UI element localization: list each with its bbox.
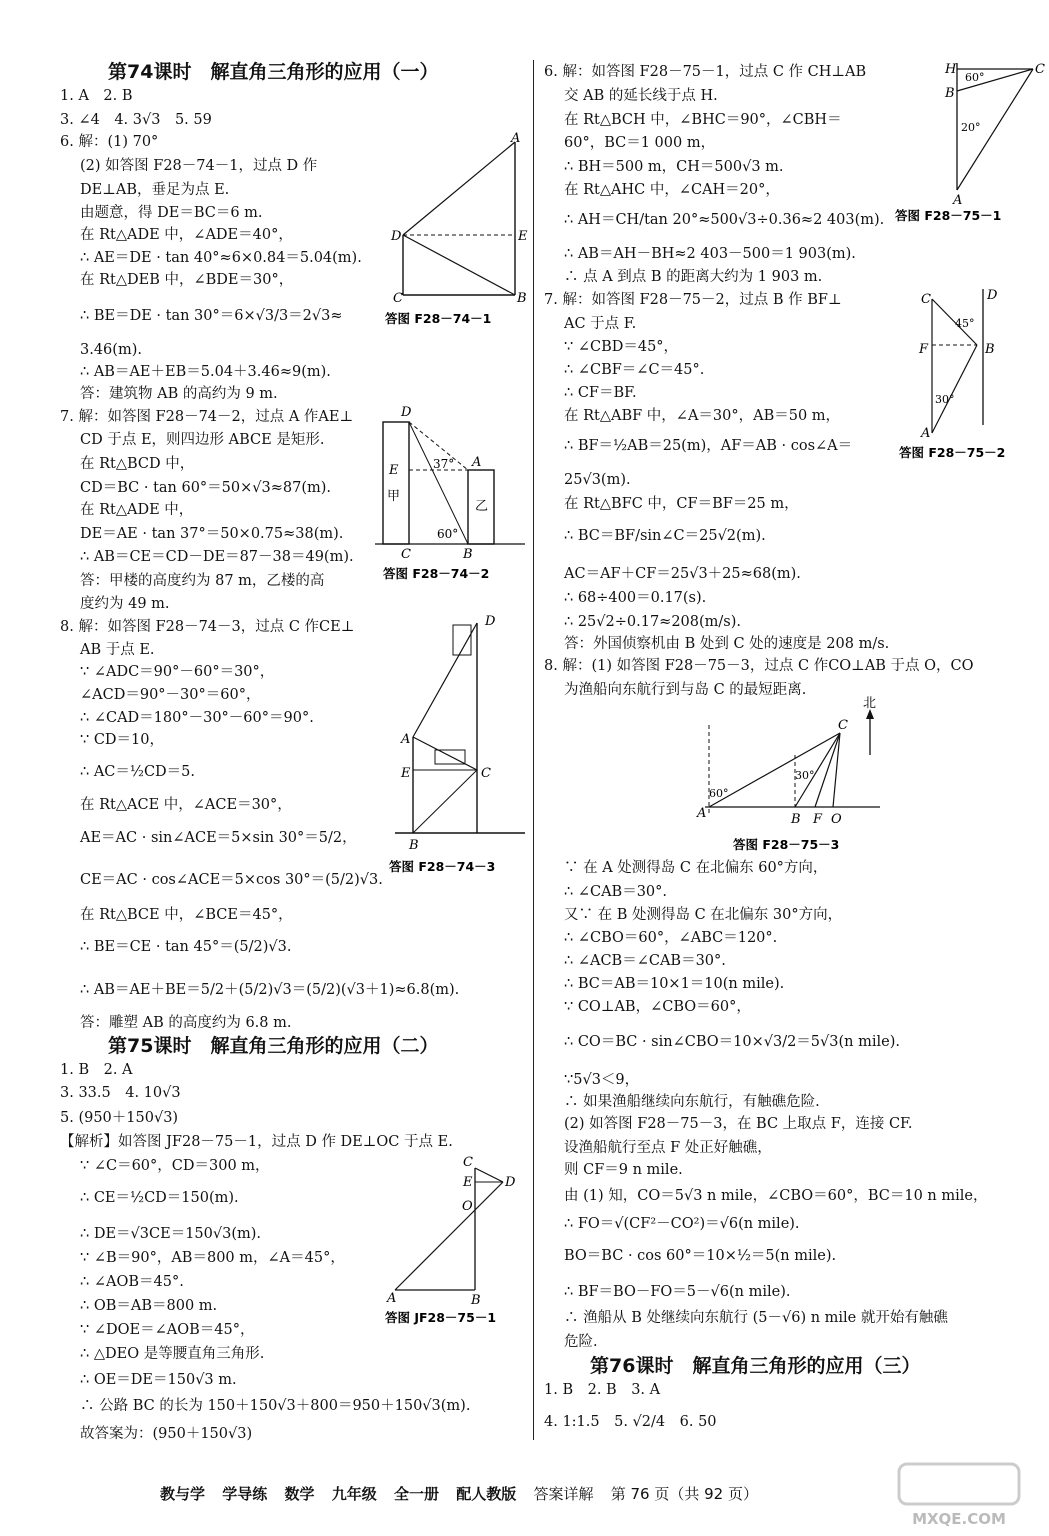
right-text-line: 在 Rt△BCH 中，∠BHC＝90°，∠CBH＝ — [564, 112, 842, 128]
label-c: C — [401, 547, 411, 562]
label-angle-45: 45° — [955, 317, 975, 330]
left-text-line: ∴ BE＝DE · tan 30°＝6×√3/3＝2√3≈ — [80, 308, 343, 324]
watermark-drawing — [889, 1460, 1029, 1530]
label-angle-30: 30° — [935, 393, 955, 406]
footer-subject: 数学 — [284, 1485, 315, 1503]
label-north: 北 — [863, 696, 877, 711]
right-text-line: ∴ ∠ACB＝∠CAB＝30°. — [564, 953, 726, 969]
left-text-line: 在 Rt△BCE 中，∠BCE＝45°， — [80, 907, 293, 923]
left-text-line: ∴ BE＝CE · tan 45°＝(5/2)√3. — [80, 939, 292, 955]
right-text-line: 由 (1) 知，CO＝5√3 n mile，∠CBO＝60°，BC＝10 n mile， — [564, 1188, 988, 1204]
label-e: E — [401, 766, 411, 781]
left-text-line: ∴ OE＝DE＝150√3 m. — [80, 1372, 237, 1388]
left-text-line: CD＝BC · tan 60°＝50×√3≈87(m). — [80, 480, 332, 496]
left-text-line: 故答案为：(950＋150√3) — [80, 1426, 253, 1442]
page-footer — [160, 1483, 770, 1504]
right-text-line: ∴ CF＝BF. — [564, 385, 637, 401]
left-text-line: DE⊥AB，垂足为点 E. — [80, 182, 230, 198]
caption-f28-74-1: 答图 F28－74－1 — [385, 311, 492, 326]
left-text-line: 8. 解：如答图 F28－74－3，过点 C 作CE⊥ — [60, 619, 355, 635]
figure-f28-75-3 — [695, 695, 895, 855]
label-angle-60: 60° — [437, 527, 459, 541]
label-f: F — [919, 342, 929, 357]
left-text-line: ∴ DE＝√3CE＝150√3(m). — [80, 1226, 262, 1242]
left-text-line: ∴ △DEO 是等腰直角三角形. — [80, 1346, 265, 1362]
watermark-text: MXQE.COM — [912, 1510, 1006, 1528]
right-text-line: 60°，BC＝1 000 m， — [564, 135, 716, 151]
section-heading: 第76课时 解直角三角形的应用（三） — [590, 1355, 921, 1377]
left-text-line: AE＝AC · sin∠ACE＝5×sin 30°＝5/2， — [80, 830, 357, 846]
right-text-line: ∴ FO＝√(CF²－CO²)＝√6(n mile). — [564, 1216, 800, 1232]
right-text-line: ∵ 在 A 处测得岛 C 在北偏东 60°方向， — [564, 860, 828, 876]
label-e: E — [463, 1175, 473, 1190]
right-text-line: ∴ BC＝AB＝10×1＝10(n mile). — [564, 976, 785, 992]
label-o: O — [831, 812, 842, 827]
section-heading: 第75课时 解直角三角形的应用（二） — [108, 1035, 439, 1057]
right-text-line: 设渔船航行至点 F 处正好触礁， — [564, 1140, 772, 1156]
figure-f28-75-2-drawing — [895, 285, 1045, 465]
label-c: C — [921, 292, 931, 307]
caption-f28-75-1: 答图 F28－75－1 — [895, 208, 1002, 223]
label-e: E — [389, 463, 399, 478]
figure-jf28-75-1 — [385, 1150, 530, 1325]
right-text-line: AC＝AF＋CF＝25√3＋25≈68(m). — [564, 566, 801, 582]
figure-f28-75-1 — [895, 55, 1045, 230]
label-a: A — [472, 455, 482, 470]
figure-f28-75-3-drawing — [695, 695, 895, 855]
left-text-line: ∴ AB＝AE＋EB＝5.04＋3.46≈9(m). — [80, 364, 331, 380]
left-text-line: 3. 33.5 4. 10√3 — [60, 1085, 181, 1101]
label-a: A — [953, 193, 963, 208]
figure-f28-74-1 — [385, 130, 530, 330]
label-b: B — [791, 812, 801, 827]
left-text-line: 在 Rt△ACE 中，∠ACE＝30°， — [80, 797, 292, 813]
left-text-line: 6. 解：(1) 70° — [60, 134, 159, 150]
left-text-line: ∴ AE＝DE · tan 40°≈6×0.84＝5.04(m). — [80, 250, 362, 266]
label-a: A — [921, 426, 931, 441]
left-text-line: ∴ 公路 BC 的长为 150＋150√3＋800＝950＋150√3(m). — [80, 1398, 471, 1414]
left-text-line: (2) 如答图 F28－74－1，过点 D 作 — [80, 158, 318, 174]
left-text-line: ∵ ∠ADC＝90°－60°＝30°， — [80, 664, 275, 680]
label-a: A — [511, 131, 521, 146]
left-text-line: 3. ∠4 4. 3√3 5. 59 — [60, 112, 212, 128]
right-text-line: 7. 解：如答图 F28－75－2，过点 B 作 BF⊥ — [544, 292, 842, 308]
right-text-line: 6. 解：如答图 F28－75－1，过点 C 作 CH⊥AB — [544, 64, 867, 80]
left-text-line: 【解析】如答图 JF28－75－1，过点 D 作 DE⊥OC 于点 E. — [60, 1134, 453, 1150]
caption-f28-74-2: 答图 F28－74－2 — [383, 566, 490, 581]
right-text-line: ∴ CO＝BC · sin∠CBO＝10×√3/2＝5√3(n mile). — [564, 1034, 900, 1050]
left-text-line: CD 于点 E，则四边形 ABCE 是矩形. — [80, 432, 325, 448]
left-text-line: 答：雕塑 AB 的高度约为 6.8 m. — [80, 1015, 292, 1031]
right-text-line: ∴ 25√2÷0.17≈208(m/s). — [564, 614, 742, 630]
right-text-line: 则 CF＝9 n mile. — [564, 1162, 683, 1178]
right-text-line: 答：外国侦察机由 B 处到 C 处的速度是 208 m/s. — [564, 636, 890, 652]
label-b: B — [517, 291, 527, 306]
left-text-line: ∵ ∠DOE＝∠AOB＝45°， — [80, 1322, 255, 1338]
figure-f28-74-2-drawing — [375, 400, 530, 590]
right-text-line: AC 于点 F. — [564, 316, 637, 332]
left-text-line: 在 Rt△ADE 中， — [80, 502, 194, 518]
right-text-line: 25√3(m). — [564, 472, 631, 488]
right-text-line: ∴ AB＝AH－BH≈2 403－500＝1 903(m). — [564, 246, 856, 262]
left-text-line: ∠ACD＝90°－30°＝60°， — [80, 687, 261, 703]
left-text-line: 由题意，得 DE＝BC＝6 m. — [80, 205, 263, 221]
figure-f28-75-1-drawing — [895, 55, 1045, 230]
right-text-line: 在 Rt△BFC 中，CF＝BF＝25 m， — [564, 496, 799, 512]
right-text-line: 8. 解：(1) 如答图 F28－75－3，过点 C 作CO⊥AB 于点 O，CO — [544, 658, 974, 674]
left-text-line: 5. (950＋150√3) — [60, 1110, 179, 1126]
right-text-line: ∵ ∠CBD＝45°， — [564, 339, 679, 355]
right-text-line: 4. 1:1.5 5. √2/4 6. 50 — [544, 1414, 717, 1430]
label-yi: 乙 — [475, 499, 489, 514]
label-b: B — [463, 547, 473, 562]
label-a: A — [697, 806, 707, 821]
left-text-line: ∴ CE＝½CD＝150(m). — [80, 1190, 239, 1206]
label-f: F — [813, 812, 823, 827]
label-d: D — [505, 1175, 516, 1190]
label-c: C — [393, 291, 403, 306]
footer-page-number: 第 76 页（共 92 页） — [610, 1485, 758, 1503]
right-text-line: 危险. — [564, 1334, 598, 1350]
right-text-line: 在 Rt△ABF 中，∠A＝30°，AB＝50 m， — [564, 408, 841, 424]
figure-f28-74-3 — [385, 605, 530, 875]
caption-f28-75-3: 答图 F28－75－3 — [733, 837, 840, 852]
label-o: O — [462, 1199, 473, 1214]
footer-section: 答案详解 — [533, 1485, 594, 1503]
right-text-line: ∴ 点 A 到点 B 的距离大约为 1 903 m. — [564, 269, 823, 285]
caption-f28-75-2: 答图 F28－75－2 — [899, 445, 1006, 460]
label-d: D — [485, 614, 496, 629]
label-c: C — [463, 1155, 473, 1170]
label-angle-20: 20° — [961, 121, 981, 134]
right-text-line: 又∵ 在 B 处测得岛 C 在北偏东 30°方向， — [564, 907, 843, 923]
label-b: B — [409, 838, 419, 853]
label-d: D — [401, 405, 412, 420]
label-a: A — [401, 732, 411, 747]
left-text-line: 在 Rt△BCD 中， — [80, 456, 195, 472]
left-text-line: 答：甲楼的高度约为 87 m，乙楼的高 — [80, 573, 325, 589]
left-text-line: 1. A 2. B — [60, 88, 133, 104]
figure-f28-74-2 — [375, 400, 530, 590]
left-text-line: 在 Rt△ADE 中，∠ADE＝40°， — [80, 227, 293, 243]
caption-f28-74-3: 答图 F28－74－3 — [389, 859, 496, 874]
label-h: H — [945, 62, 957, 77]
label-d: D — [391, 229, 402, 244]
label-jia: 甲 — [387, 489, 401, 504]
left-text-line: ∴ ∠CAD＝180°－30°－60°＝90°. — [80, 710, 314, 726]
label-b: B — [471, 1293, 481, 1308]
left-text-line: ∴ AB＝AE＋BE＝5/2＋(5/2)√3＝(5/2)(√3＋1)≈6.8(m). — [80, 982, 460, 998]
right-text-line: ∴ AH＝CH/tan 20°≈500√3÷0.36≈2 403(m). — [564, 212, 885, 228]
figure-jf28-75-1-drawing — [385, 1150, 530, 1325]
footer-volume: 全一册 — [394, 1485, 440, 1503]
right-text-line: ∴ ∠CBO＝60°，∠ABC＝120°. — [564, 930, 778, 946]
left-text-line: DE＝AE · tan 37°＝50×0.75≈38(m). — [80, 526, 344, 542]
right-text-line: ∵5√3＜9， — [564, 1072, 640, 1088]
section-heading: 第74课时 解直角三角形的应用（一） — [108, 61, 439, 83]
left-text-line: AB 于点 E. — [80, 642, 155, 658]
label-b: B — [945, 86, 955, 101]
figure-f28-74-1-drawing — [385, 130, 530, 330]
label-e: E — [518, 229, 528, 244]
label-c: C — [481, 766, 491, 781]
left-text-line: 7. 解：如答图 F28－74－2，过点 A 作AE⊥ — [60, 409, 354, 425]
left-text-line: 在 Rt△DEB 中，∠BDE＝30°， — [80, 272, 294, 288]
caption-jf28-75-1: 答图 JF28－75－1 — [385, 1310, 497, 1325]
right-text-line: ∴ BC＝BF/sin∠C＝25√2(m). — [564, 528, 766, 544]
right-text-line: 在 Rt△AHC 中，∠CAH＝20°， — [564, 182, 780, 198]
right-text-line: BO＝BC · cos 60°＝10×½＝5(n mile). — [564, 1248, 837, 1264]
figure-f28-74-3-drawing — [385, 605, 530, 875]
right-text-line: (2) 如答图 F28－75－3，在 BC 上取点 F，连接 CF. — [564, 1116, 913, 1132]
left-text-line: 1. B 2. A — [60, 1062, 133, 1078]
right-text-line: 交 AB 的延长线于点 H. — [564, 88, 718, 104]
left-text-line: ∴ ∠AOB＝45°. — [80, 1274, 184, 1290]
left-text-line: 度约为 49 m. — [80, 596, 170, 612]
left-text-line: ∵ ∠B＝90°，AB＝800 m，∠A＝45°， — [80, 1250, 345, 1266]
label-d: D — [987, 288, 998, 303]
left-text-line: CE＝AC · cos∠ACE＝5×cos 30°＝(5/2)√3. — [80, 872, 383, 888]
label-b: B — [985, 342, 995, 357]
right-text-line: ∴ ∠CAB＝30°. — [564, 884, 668, 900]
left-text-line: ∴ AB＝CE＝CD－DE＝87－38＝49(m). — [80, 549, 354, 565]
right-text-line: ∵ CO⊥AB，∠CBO＝60°， — [564, 999, 751, 1015]
label-angle-37: 37° — [433, 457, 455, 471]
right-text-line: 为渔船向东航行到与岛 C 的最短距离. — [564, 682, 807, 698]
footer-grade: 九年级 — [331, 1485, 377, 1503]
left-text-line: ∵ ∠C＝60°，CD＝300 m， — [80, 1158, 270, 1174]
figure-f28-75-2 — [895, 285, 1045, 465]
right-text-line: ∴ BF＝BO－FO＝5－√6(n mile). — [564, 1284, 791, 1300]
left-text-line: ∵ CD＝10， — [80, 732, 165, 748]
label-c: C — [838, 718, 848, 733]
right-text-line: ∴ BH＝500 m，CH＝500√3 m. — [564, 159, 784, 175]
label-angle-30: 30° — [795, 769, 815, 782]
footer-edition: 配人教版 — [456, 1485, 517, 1503]
footer-brand: 教与学 — [160, 1485, 206, 1503]
label-c: C — [1035, 62, 1045, 77]
left-text-line: ∴ AC＝½CD＝5. — [80, 764, 196, 780]
footer-series: 学导练 — [222, 1485, 268, 1503]
right-text-line: ∴ ∠CBF＝∠C＝45°. — [564, 362, 705, 378]
watermark-logo — [889, 1460, 1029, 1530]
right-text-line: ∴ 渔船从 B 处继续向东航行 (5－√6) n mile 就开始有触礁 — [564, 1310, 948, 1326]
label-a: A — [387, 1291, 397, 1306]
label-angle-60: 60° — [965, 71, 985, 84]
left-text-line: ∴ OB＝AB＝800 m. — [80, 1298, 218, 1314]
left-text-line: 3.46(m). — [80, 342, 142, 358]
column-divider — [533, 60, 534, 1440]
right-text-line: ∴ BF＝½AB＝25(m)，AF＝AB · cos∠A＝ — [564, 438, 853, 454]
label-angle-60: 60° — [709, 787, 729, 800]
right-text-line: 1. B 2. B 3. A — [544, 1382, 661, 1398]
right-text-line: ∴ 68÷400＝0.17(s). — [564, 590, 707, 606]
left-text-line: 答：建筑物 AB 的高约为 9 m. — [80, 386, 278, 402]
right-text-line: ∴ 如果渔船继续向东航行，有触礁危险. — [564, 1094, 820, 1110]
